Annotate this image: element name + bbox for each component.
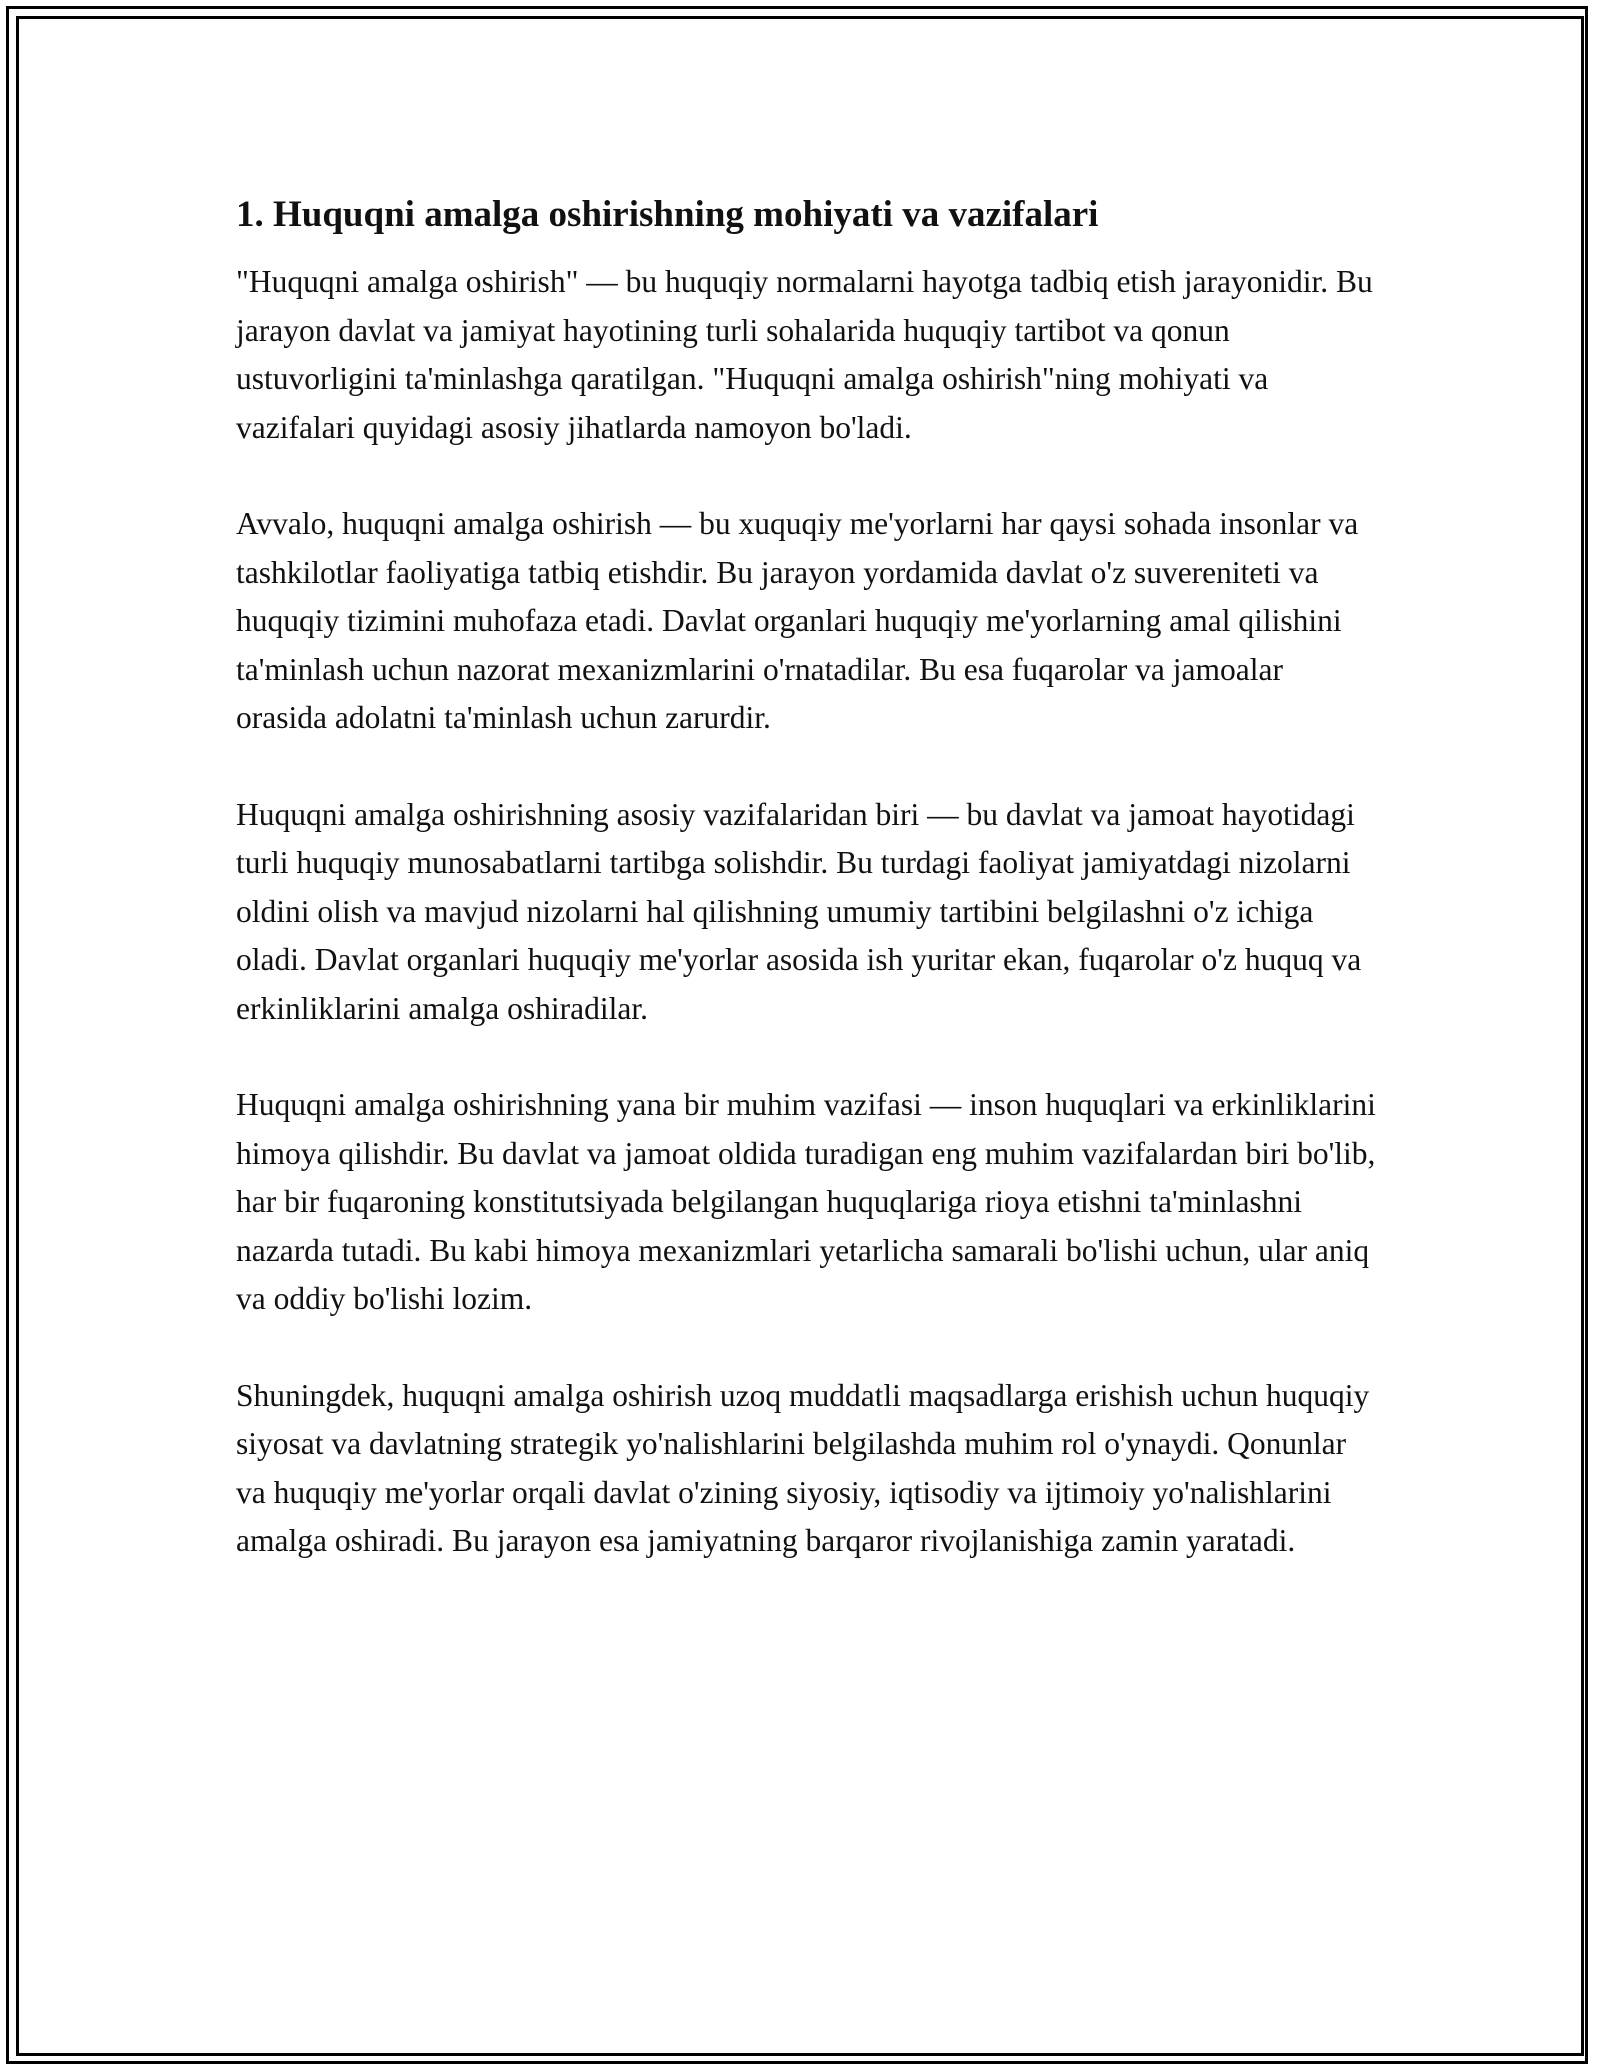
section-heading: 1. Huquqni amalga oshirishning mohiyati va vazifalari [236,194,1099,235]
paragraph-1: "Huquqni amalga oshirish" — bu huquqiy normalarni hayotga tadbiq etish jarayonidir. Bu jarayon davlat va jamiyat hayotining turli sohalarida huquqiy tartibot va qonun ustuvorligini ta'minlashga qaratilgan. "Huquqni amalga oshirish"ning mohiyati va vazifalari quyidagi asosiy jihatlarda namoyon bo'ladi. [236,264,1373,445]
paragraph-3: Huquqni amalga oshirishning asosiy vazifalaridan biri — bu davlat va jamoat hayotidagi turli huquqiy munosabatlarni tartibga solishdir. Bu turdagi faoliyat jamiyatdagi nizolarni oldini olish va mavjud nizolarni hal qilishning umumiy tartibini belgilashni o'z ichiga oladi. Davlat organlari huquqiy me'yorlar asosida ish yuritar ekan, fuqarolar o'z huquq va erkinliklarini amalga oshiradilar. [236,796,1362,1026]
paragraph-4: Huquqni amalga oshirishning yana bir muhim vazifasi — inson huquqlari va erkinliklarini himoya qilishdir. Bu davlat va jamoat oldida turadigan eng muhim vazifalardan biri bo'lib, har bir fuqaroning konstitutsiyada belgilangan huquqlariga rioya etishni ta'minlashni nazarda tutadi. Bu kabi himoya mexanizmlari yetarlicha samarali bo'lishi uchun, ular aniq va oddiy bo'lishi lozim. [236,1087,1376,1316]
paragraph-5: Shuningdek, huquqni amalga oshirish uzoq muddatli maqsadlarga erishish uchun huquqiy siyosat va davlatning strategik yo'nalishlarini belgilashda muhim rol o'ynaydi. Qonunlar va huquqiy me'yorlar orqali davlat o'zining siyosiy, iqtisodiy va ijtimoiy yo'nalishlarini amalga oshiradi. Bu jarayon esa jamiyatning barqaror rivojlanishiga zamin yaratadi. [236,1377,1370,1558]
paragraph-2: Avvalo, huquqni amalga oshirish — bu xuquqiy me'yorlarni har qaysi sohada insonlar va tashkilotlar faoliyatiga tatbiq etishdir. Bu jarayon yordamida davlat o'z suvereniteti va huquqiy tizimini muhofaza etadi. Davlat organlari huquqiy me'yorlarning amal qilishini ta'minlash uchun nazorat mexanizmlarini o'rnatadilar. Bu esa fuqarolar va jamoalar orasida adolatni ta'minlash uchun zarurdir. [236,506,1359,735]
document-body [236,188,1376,1614]
